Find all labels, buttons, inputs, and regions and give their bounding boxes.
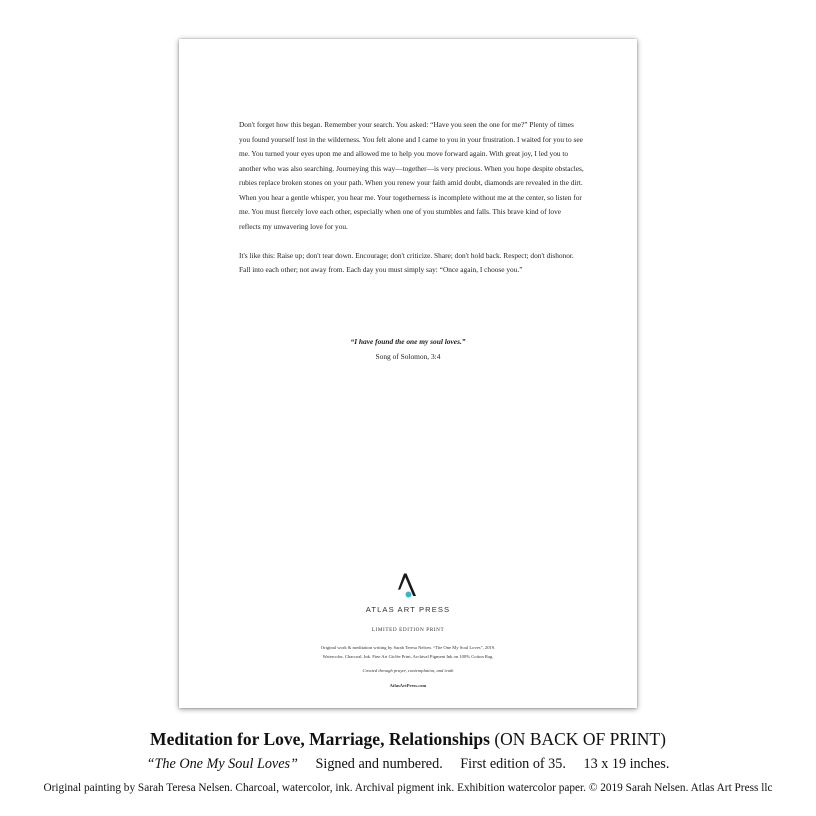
edition-note: First edition of 35.: [460, 756, 566, 772]
print-back-sheet: [179, 39, 637, 708]
caption-title-suffix: (ON BACK OF PRINT): [494, 729, 666, 749]
credit-line-2: Watercolor, Charcoal, Ink. Fine Art Giclée Print, Archival Pigment Ink on 100% Cotton Rag.: [322, 653, 494, 659]
scripture-quote: “I have found the one my soul loves.”: [350, 337, 466, 346]
caption-title-line: [0, 729, 816, 750]
limited-edition-label: LIMITED EDITION PRINT: [371, 627, 445, 633]
caption-title: Meditation for Love, Marriage, Relationships: [150, 729, 490, 749]
scripture-source: Song of Solomon, 3:4: [375, 352, 441, 361]
press-website: AtlasArtPress.com: [389, 683, 427, 688]
scripture-quote-block: [179, 334, 637, 364]
atlas-art-press-logo: [179, 572, 637, 614]
artwork-title: “The One My Soul Loves”: [146, 756, 298, 772]
created-through-line: Created through prayer, contemplation, and truth: [362, 668, 454, 673]
credit-line-1: Original work & meditation writing by Sarah Teresa Nelsen. “The One My Soul Loves”, 2019.: [320, 645, 496, 650]
print-credits: [179, 644, 637, 661]
caption-footer: Original painting by Sarah Teresa Nelsen. Charcoal, watercolor, ink. Archival pigment ink. Exhibition watercolor paper. © 2019 Sarah Nelsen. Atlas Art Press llc: [43, 782, 773, 794]
caption-details-line: [0, 756, 816, 773]
meditation-paragraph-1: Don't forget how this began. Remember your search. You asked: “Have you seen the one for me?” Plenty of times you found yourself lost in the wilderness. You felt alone and I came to you in your frustration. I waited for you to see me. You turned your eyes upon me and allowed me to help you move forward again. With great joy, I led you to another who was also searching. Journeying this way—together—is very precious. When you hope despite obstacles, rubies replace broken stones on your path. When you renew your faith amid doubt, diamonds are revealed in the dirt. When you hear a gentle whisper, you hear me. Your togetherness is incomplete without me at the center, so listen for me. You must fiercely love each other, especially when one of you stumbles and falls. This brave kind of love reflects my unwavering love for you.: [239, 120, 584, 231]
size-note: 13 x 19 inches.: [583, 756, 670, 772]
press-name: ATLAS ART PRESS: [365, 605, 451, 614]
meditation-paragraph-2: It's like this: Raise up; don't tear down. Encourage; don't criticize. Share; don't hold back. Respect; don't dishonor. Fall into each other; not away from. Each day you must simply say: “Once again, I choose you.”: [239, 250, 574, 274]
meditation-text: [239, 118, 584, 292]
atlas-a-logo-icon: [397, 572, 419, 602]
signed-note: Signed and numbered.: [315, 756, 443, 772]
